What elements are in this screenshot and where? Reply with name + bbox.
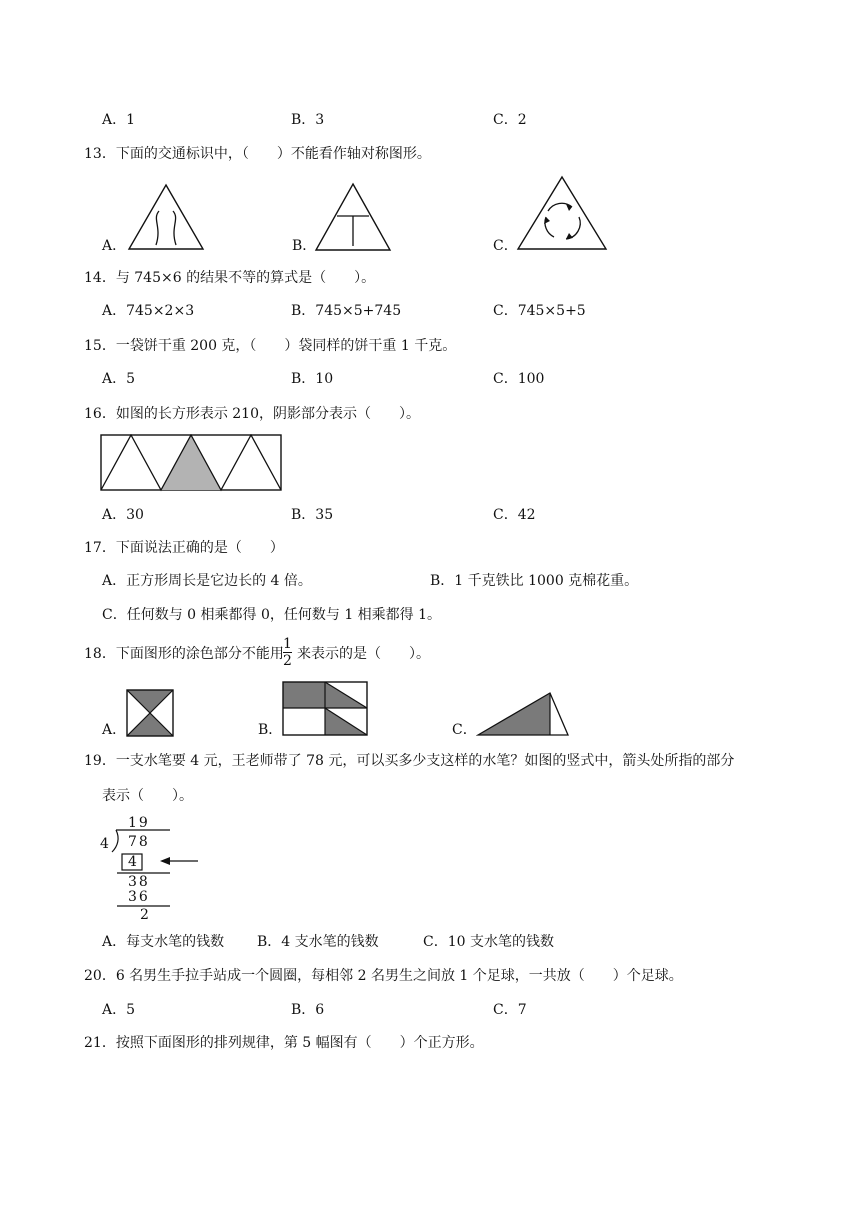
q18-option-a: A． — [102, 722, 127, 738]
q20-option-b: B．6 — [291, 1002, 325, 1018]
q14-option-a: A．745×2×3 — [102, 303, 195, 319]
q18-option-b: B． — [258, 722, 283, 738]
division-boxed-digit: 4 — [128, 854, 137, 870]
q18-stem-before: 18．下面图形的涂色部分不能用 — [84, 646, 284, 662]
q14-stem: 14．与 745×6 的结果不等的算式是（ ）。 — [84, 270, 376, 286]
q18-figure-a — [126, 689, 174, 737]
q12-option-c: C．2 — [493, 112, 527, 128]
q18-fraction-denominator: 2 — [283, 653, 292, 669]
q13-option-b: B． — [292, 238, 317, 254]
q14-option-b: B．745×5+745 — [291, 303, 402, 319]
q16-option-a: A．30 — [102, 507, 144, 523]
q20-option-c: C．7 — [493, 1002, 527, 1018]
q17-option-b: B．1 千克铁比 1000 克棉花重。 — [430, 573, 639, 589]
q15-option-a: A．5 — [102, 371, 136, 387]
q12-option-b: B．3 — [291, 112, 325, 128]
q13-sign-b — [313, 182, 393, 252]
q17-option-c: C．任何数与 0 相乘都得 0，任何数与 1 相乘都得 1。 — [102, 607, 442, 623]
division-quotient: 19 — [128, 815, 150, 831]
q16-option-c: C．42 — [493, 507, 536, 523]
q18-fraction — [283, 637, 292, 668]
q19-option-a: A．每支水笔的钱数 — [102, 934, 225, 950]
division-dividend: 78 — [128, 834, 150, 850]
q13-stem: 13．下面的交通标识中，（ ）不能看作轴对称图形。 — [84, 146, 431, 162]
division-remainder: 2 — [140, 907, 149, 923]
q16-stem: 16．如图的长方形表示 210，阴影部分表示（ ）。 — [84, 406, 420, 422]
q13-sign-c — [516, 175, 608, 251]
q13-sign-a — [126, 183, 206, 251]
q19-stem-line2: 表示（ ）。 — [102, 788, 193, 804]
q15-option-b: B．10 — [291, 371, 334, 387]
q16-rectangle-figure — [100, 434, 284, 492]
q18-figure-c — [476, 691, 570, 737]
q17-option-a: A．正方形周长是它边长的 4 倍。 — [102, 573, 312, 589]
q19-option-b: B．4 支水笔的钱数 — [257, 934, 379, 950]
q20-stem: 20．6 名男生手拉手站成一个圆圈，每相邻 2 名男生之间放 1 个足球，一共放（ ）个足球。 — [84, 968, 683, 984]
q16-option-b: B．35 — [291, 507, 334, 523]
q12-option-a: A．1 — [102, 112, 136, 128]
division-row2: 38 — [128, 874, 150, 890]
q19-option-c: C．10 支水笔的钱数 — [423, 934, 554, 950]
q13-option-c: C． — [493, 238, 518, 254]
q14-option-c: C．745×5+5 — [493, 303, 586, 319]
q18-fraction-numerator: 1 — [283, 636, 292, 652]
q20-option-a: A．5 — [102, 1002, 136, 1018]
q13-option-a: A． — [102, 238, 127, 254]
division-row3: 36 — [128, 889, 150, 905]
q21-stem: 21．按照下面图形的排列规律，第 5 幅图有（ ）个正方形。 — [84, 1035, 484, 1051]
q19-stem-line1: 19．一支水笔要 4 元，王老师带了 78 元，可以买多少支这样的水笔？如图的竖式中，箭头处所指的部分 — [84, 753, 735, 769]
q18-figure-b — [282, 681, 370, 737]
q18-option-c: C． — [452, 722, 477, 738]
division-divisor: 4 — [100, 836, 109, 852]
q18-stem-after: 来表示的是（ ）。 — [297, 646, 430, 662]
q17-stem: 17．下面说法正确的是（ ） — [84, 540, 284, 556]
q15-option-c: C．100 — [493, 371, 545, 387]
q15-stem: 15．一袋饼干重 200 克，（ ）袋同样的饼干重 1 千克。 — [84, 338, 457, 354]
q19-long-division — [98, 814, 202, 922]
